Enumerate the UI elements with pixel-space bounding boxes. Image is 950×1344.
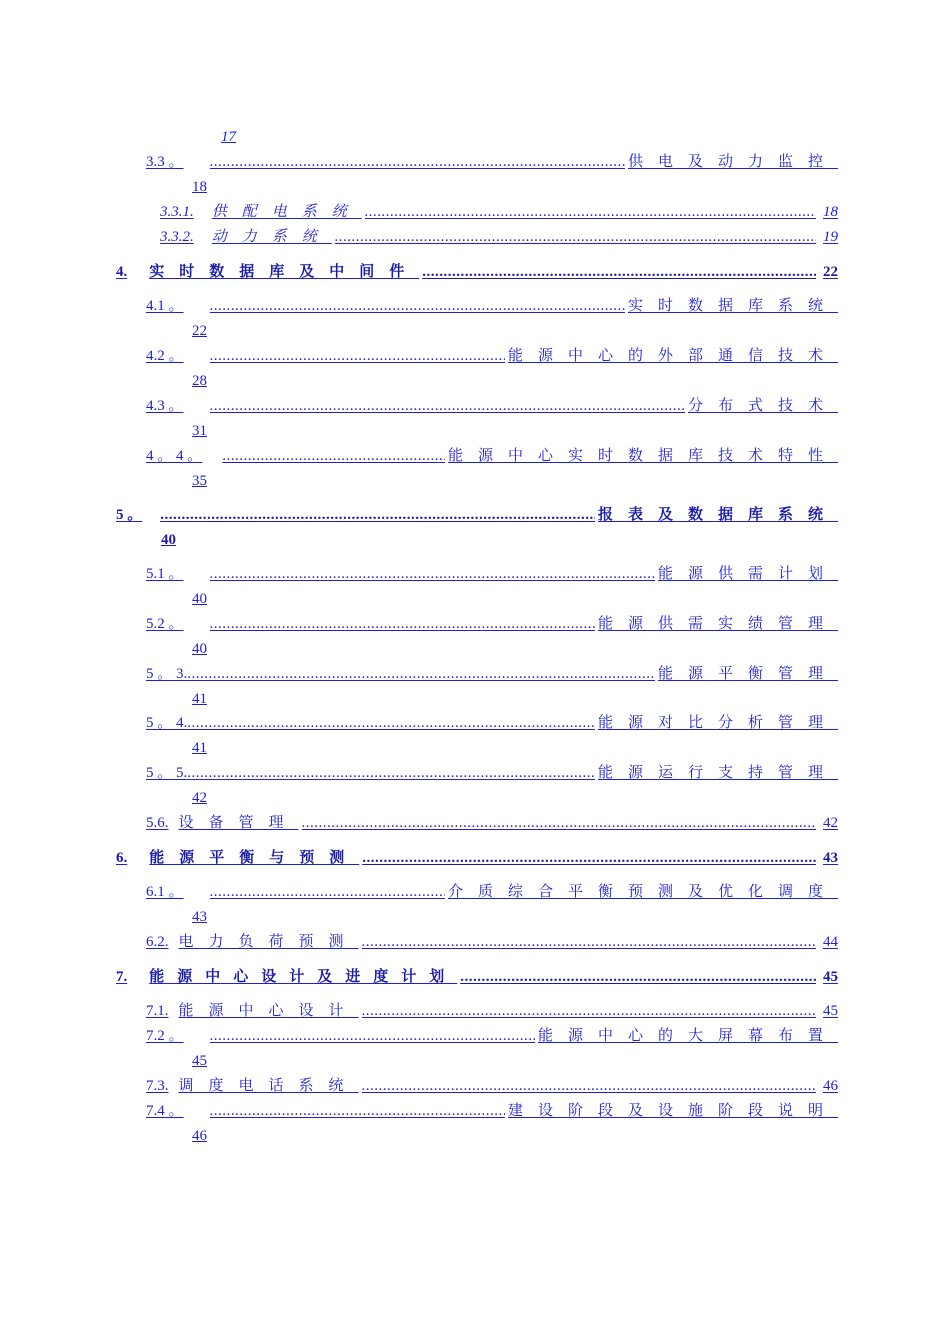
toc-entry-5-5[interactable] xyxy=(146,764,838,782)
toc-page-number: 22 xyxy=(823,264,838,280)
toc-entry-title: 电力负荷预测 xyxy=(178,934,359,950)
toc-entry-6[interactable] xyxy=(116,849,838,867)
toc-entry-3-3[interactable] xyxy=(146,153,838,171)
toc-entry-5[interactable] xyxy=(116,506,838,524)
toc-entry-7[interactable] xyxy=(116,968,838,986)
toc-page-number: 44 xyxy=(823,934,838,950)
toc-entry-4-3[interactable] xyxy=(146,397,838,415)
toc-entry-3-3-2[interactable] xyxy=(160,228,838,246)
toc-entry-title: 设备管理 xyxy=(178,815,299,831)
toc-entry-title: 能源运行支持管理 xyxy=(597,765,838,781)
toc-entry-5-1[interactable] xyxy=(146,565,838,583)
toc-entry-number: 3.3.1. xyxy=(160,204,194,220)
toc-entry-3-3-1[interactable] xyxy=(160,203,838,221)
toc-page-number[interactable]: 41 xyxy=(192,691,207,707)
toc-entry-number: 4 。 4 。 xyxy=(146,448,203,464)
toc-entry-title: 能源供需实绩管理 xyxy=(597,616,838,632)
toc-leader-dots xyxy=(365,203,816,221)
toc-entry-number: 5.2 。 xyxy=(146,616,184,632)
toc-entry-number: 3.3 。 xyxy=(146,154,184,170)
toc-entry-title: 供电及动力监控 xyxy=(627,154,838,170)
toc-entry-number: 7.3. xyxy=(146,1078,169,1094)
toc-entry-title: 能源中心的大屏幕布置 xyxy=(537,1028,838,1044)
toc-entry-5-6[interactable] xyxy=(146,814,838,832)
toc-entry-number: 5 。 5. xyxy=(146,765,188,781)
toc-entry-title: 能源平衡管理 xyxy=(657,666,838,682)
toc-leader-dots xyxy=(302,814,816,832)
toc-entry-number: 6. xyxy=(116,850,128,866)
toc-entry-number: 5 。 xyxy=(116,507,143,523)
toc-page-number[interactable]: 22 xyxy=(192,323,207,339)
toc-entry-7-1[interactable] xyxy=(146,1002,838,1020)
toc-entry-title: 建设阶段及设施阶段说明 xyxy=(507,1103,838,1119)
toc-entry-title: 介质综合平衡预测及优化调度 xyxy=(447,884,838,900)
toc-entry-number: 5 。 3. xyxy=(146,666,188,682)
toc-entry-5-2[interactable] xyxy=(146,615,838,633)
toc-entry-5-4[interactable] xyxy=(146,714,838,732)
toc-page-number[interactable]: 42 xyxy=(192,790,207,806)
toc-page-number: 43 xyxy=(823,850,838,866)
toc-leader-dots xyxy=(210,347,505,365)
toc-entry-number: 4.3 。 xyxy=(146,398,184,414)
toc-leader-dots xyxy=(362,849,816,867)
toc-leader-dots xyxy=(335,228,816,246)
toc-entry-title: 能源中心设计 xyxy=(178,1003,359,1019)
toc-leader-dots xyxy=(160,506,595,524)
toc-leader-dots xyxy=(362,1077,816,1095)
toc-entry-number: 7.1. xyxy=(146,1003,169,1019)
toc-entry-6-1[interactable] xyxy=(146,883,838,901)
toc-leader-dots xyxy=(210,1102,505,1120)
toc-entry-number: 7. xyxy=(116,969,128,985)
toc-entry-number: 4. xyxy=(116,264,128,280)
toc-entry-number: 6.1 。 xyxy=(146,884,184,900)
toc-entry-title: 实时数据库及中间件 xyxy=(149,264,420,280)
toc-entry-7-4[interactable] xyxy=(146,1102,838,1120)
toc-page-number: 46 xyxy=(823,1078,838,1094)
toc-entry-4[interactable] xyxy=(116,263,838,281)
toc-entry-title: 报表及数据库系统 xyxy=(597,507,838,523)
toc-page-number[interactable]: 45 xyxy=(192,1053,207,1069)
toc-page-number: 18 xyxy=(823,204,838,220)
toc-entry-number: 5.1 。 xyxy=(146,566,184,582)
toc-leader-dots xyxy=(210,565,655,583)
toc-entry-number: 7.4 。 xyxy=(146,1103,184,1119)
toc-leader-dots xyxy=(187,714,595,732)
toc-page-number[interactable]: 40 xyxy=(192,591,207,607)
toc-leader-dots xyxy=(362,933,816,951)
toc-entry-4-4[interactable] xyxy=(146,447,838,465)
toc-page-number: 45 xyxy=(823,969,838,985)
toc-page-number[interactable]: 43 xyxy=(192,909,207,925)
toc-entry-title: 分布式技术 xyxy=(687,398,838,414)
toc-leader-dots xyxy=(222,447,445,465)
toc-page-number[interactable]: 28 xyxy=(192,373,207,389)
toc-entry-title: 动力系统 xyxy=(211,229,332,245)
toc-entry-title: 能源对比分析管理 xyxy=(597,715,838,731)
toc-page-number[interactable]: 31 xyxy=(192,423,207,439)
toc-entry-number: 5 。 4. xyxy=(146,715,188,731)
toc-entry-number: 6.2. xyxy=(146,934,169,950)
toc-page-number[interactable]: 17 xyxy=(221,129,236,145)
toc-entry-4-1[interactable] xyxy=(146,297,838,315)
toc-leader-dots xyxy=(460,968,816,986)
toc-entry-7-3[interactable] xyxy=(146,1077,838,1095)
toc-page-number[interactable]: 35 xyxy=(192,473,207,489)
toc-leader-dots xyxy=(187,764,595,782)
toc-entry-title: 能源平衡与预测 xyxy=(149,850,360,866)
toc-page-number[interactable]: 40 xyxy=(192,641,207,657)
toc-page-number[interactable]: 18 xyxy=(192,179,207,195)
toc-entry-number: 4.1 。 xyxy=(146,298,184,314)
toc-entry-7-2[interactable] xyxy=(146,1027,838,1045)
toc-entry-4-2[interactable] xyxy=(146,347,838,365)
toc-leader-dots xyxy=(210,297,625,315)
toc-leader-dots xyxy=(210,153,625,171)
toc-leader-dots xyxy=(187,665,655,683)
toc-page-number: 19 xyxy=(823,229,838,245)
toc-entry-title: 能源中心实时数据库技术特性 xyxy=(447,448,838,464)
toc-entry-title: 供配电系统 xyxy=(211,204,362,220)
toc-leader-dots xyxy=(362,1002,816,1020)
toc-entry-title: 能源中心的外部通信技术 xyxy=(507,348,838,364)
toc-leader-dots xyxy=(210,1027,535,1045)
toc-page-number: 42 xyxy=(823,815,838,831)
toc-entry-title: 调度电话系统 xyxy=(178,1078,359,1094)
toc-page-number[interactable]: 41 xyxy=(192,740,207,756)
toc-entry-5-3[interactable] xyxy=(146,665,838,683)
toc-entry-number: 5.6. xyxy=(146,815,169,831)
toc-leader-dots xyxy=(210,615,595,633)
toc-entry-title: 能源中心设计及进度计划 xyxy=(149,969,458,985)
toc-leader-dots xyxy=(210,883,445,901)
toc-page-number[interactable]: 40 xyxy=(161,532,176,548)
toc-entry-title: 实时数据库系统 xyxy=(627,298,838,314)
toc-entry-number: 4.2 。 xyxy=(146,348,184,364)
toc-leader-dots xyxy=(422,263,816,281)
toc-leader-dots xyxy=(210,397,685,415)
toc-entry-number: 7.2 。 xyxy=(146,1028,184,1044)
toc-page-number: 45 xyxy=(823,1003,838,1019)
toc-page-number[interactable]: 46 xyxy=(192,1128,207,1144)
toc-entry-number: 3.3.2. xyxy=(160,229,194,245)
toc-entry-title: 能源供需计划 xyxy=(657,566,838,582)
toc-entry-6-2[interactable] xyxy=(146,933,838,951)
